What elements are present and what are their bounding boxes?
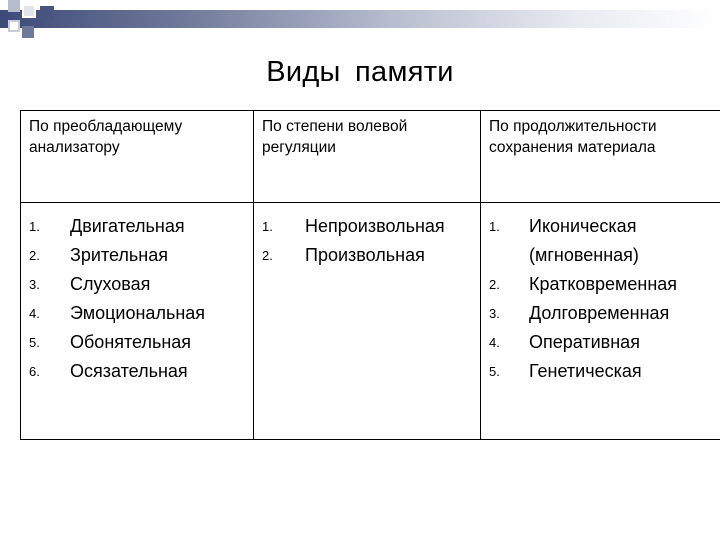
- item-number: 5.: [29, 335, 40, 350]
- item-text: Кратковременная: [529, 274, 678, 294]
- item-text: Зрительная: [70, 245, 168, 265]
- item-text: Слуховая: [70, 274, 151, 294]
- table-header-row: [21, 111, 720, 203]
- decorative-square: [8, 20, 20, 32]
- item-text: Оперативная: [529, 332, 640, 352]
- item-number: 2.: [262, 248, 273, 263]
- list-item: [481, 357, 720, 386]
- item-number: 3.: [29, 277, 40, 292]
- header-decoration-band: [0, 10, 720, 28]
- list-item: [21, 328, 253, 357]
- item-text: Непроизвольная: [305, 216, 445, 236]
- item-text: Произвольная: [305, 245, 425, 265]
- list-item: [21, 299, 253, 328]
- item-number: 6.: [29, 364, 40, 379]
- list-item: [254, 212, 480, 241]
- volition-list: [254, 203, 480, 270]
- item-text: Генетическая: [529, 361, 642, 381]
- list-item: [481, 328, 720, 357]
- list-item: [21, 357, 253, 386]
- item-text: Эмоциональная: [70, 303, 206, 323]
- duration-cell: [481, 203, 720, 440]
- item-number: 1.: [489, 219, 500, 234]
- column-header: По преобладающему анализатору: [21, 111, 254, 203]
- item-number: 3.: [489, 306, 500, 321]
- item-number: 4.: [489, 335, 500, 350]
- column-header: По продолжительности сохранения материала: [481, 111, 720, 203]
- item-number: 1.: [29, 219, 40, 234]
- list-item: [481, 212, 720, 270]
- volition-cell: [254, 203, 481, 440]
- list-item: [21, 270, 253, 299]
- decorative-square: [8, 0, 20, 12]
- list-item: [21, 212, 253, 241]
- list-item: [21, 241, 253, 270]
- item-text: Осязательная: [70, 361, 188, 381]
- item-text: Обонятельная: [70, 332, 192, 352]
- decorative-square: [40, 6, 54, 20]
- list-item: [254, 241, 480, 270]
- item-number: 1.: [262, 219, 273, 234]
- item-text: Долговременная: [529, 303, 670, 323]
- analyzer-cell: [21, 203, 254, 440]
- memory-types-table: [20, 110, 720, 440]
- decorative-square: [22, 26, 34, 38]
- slide-title: Виды памяти: [266, 56, 454, 88]
- item-text: Двигательная: [70, 216, 185, 236]
- analyzer-list: [21, 203, 253, 386]
- table-body-row: [21, 203, 720, 440]
- column-header: По степени волевой регуляции: [254, 111, 481, 203]
- item-number: 2.: [29, 248, 40, 263]
- item-number: 2.: [489, 277, 500, 292]
- item-number: 4.: [29, 306, 40, 321]
- list-item: [481, 299, 720, 328]
- duration-list: [481, 203, 720, 386]
- decorative-square: [22, 4, 36, 18]
- item-number: 5.: [489, 364, 500, 379]
- list-item: [481, 270, 720, 299]
- item-text: Иконическая (мгновенная): [529, 216, 639, 265]
